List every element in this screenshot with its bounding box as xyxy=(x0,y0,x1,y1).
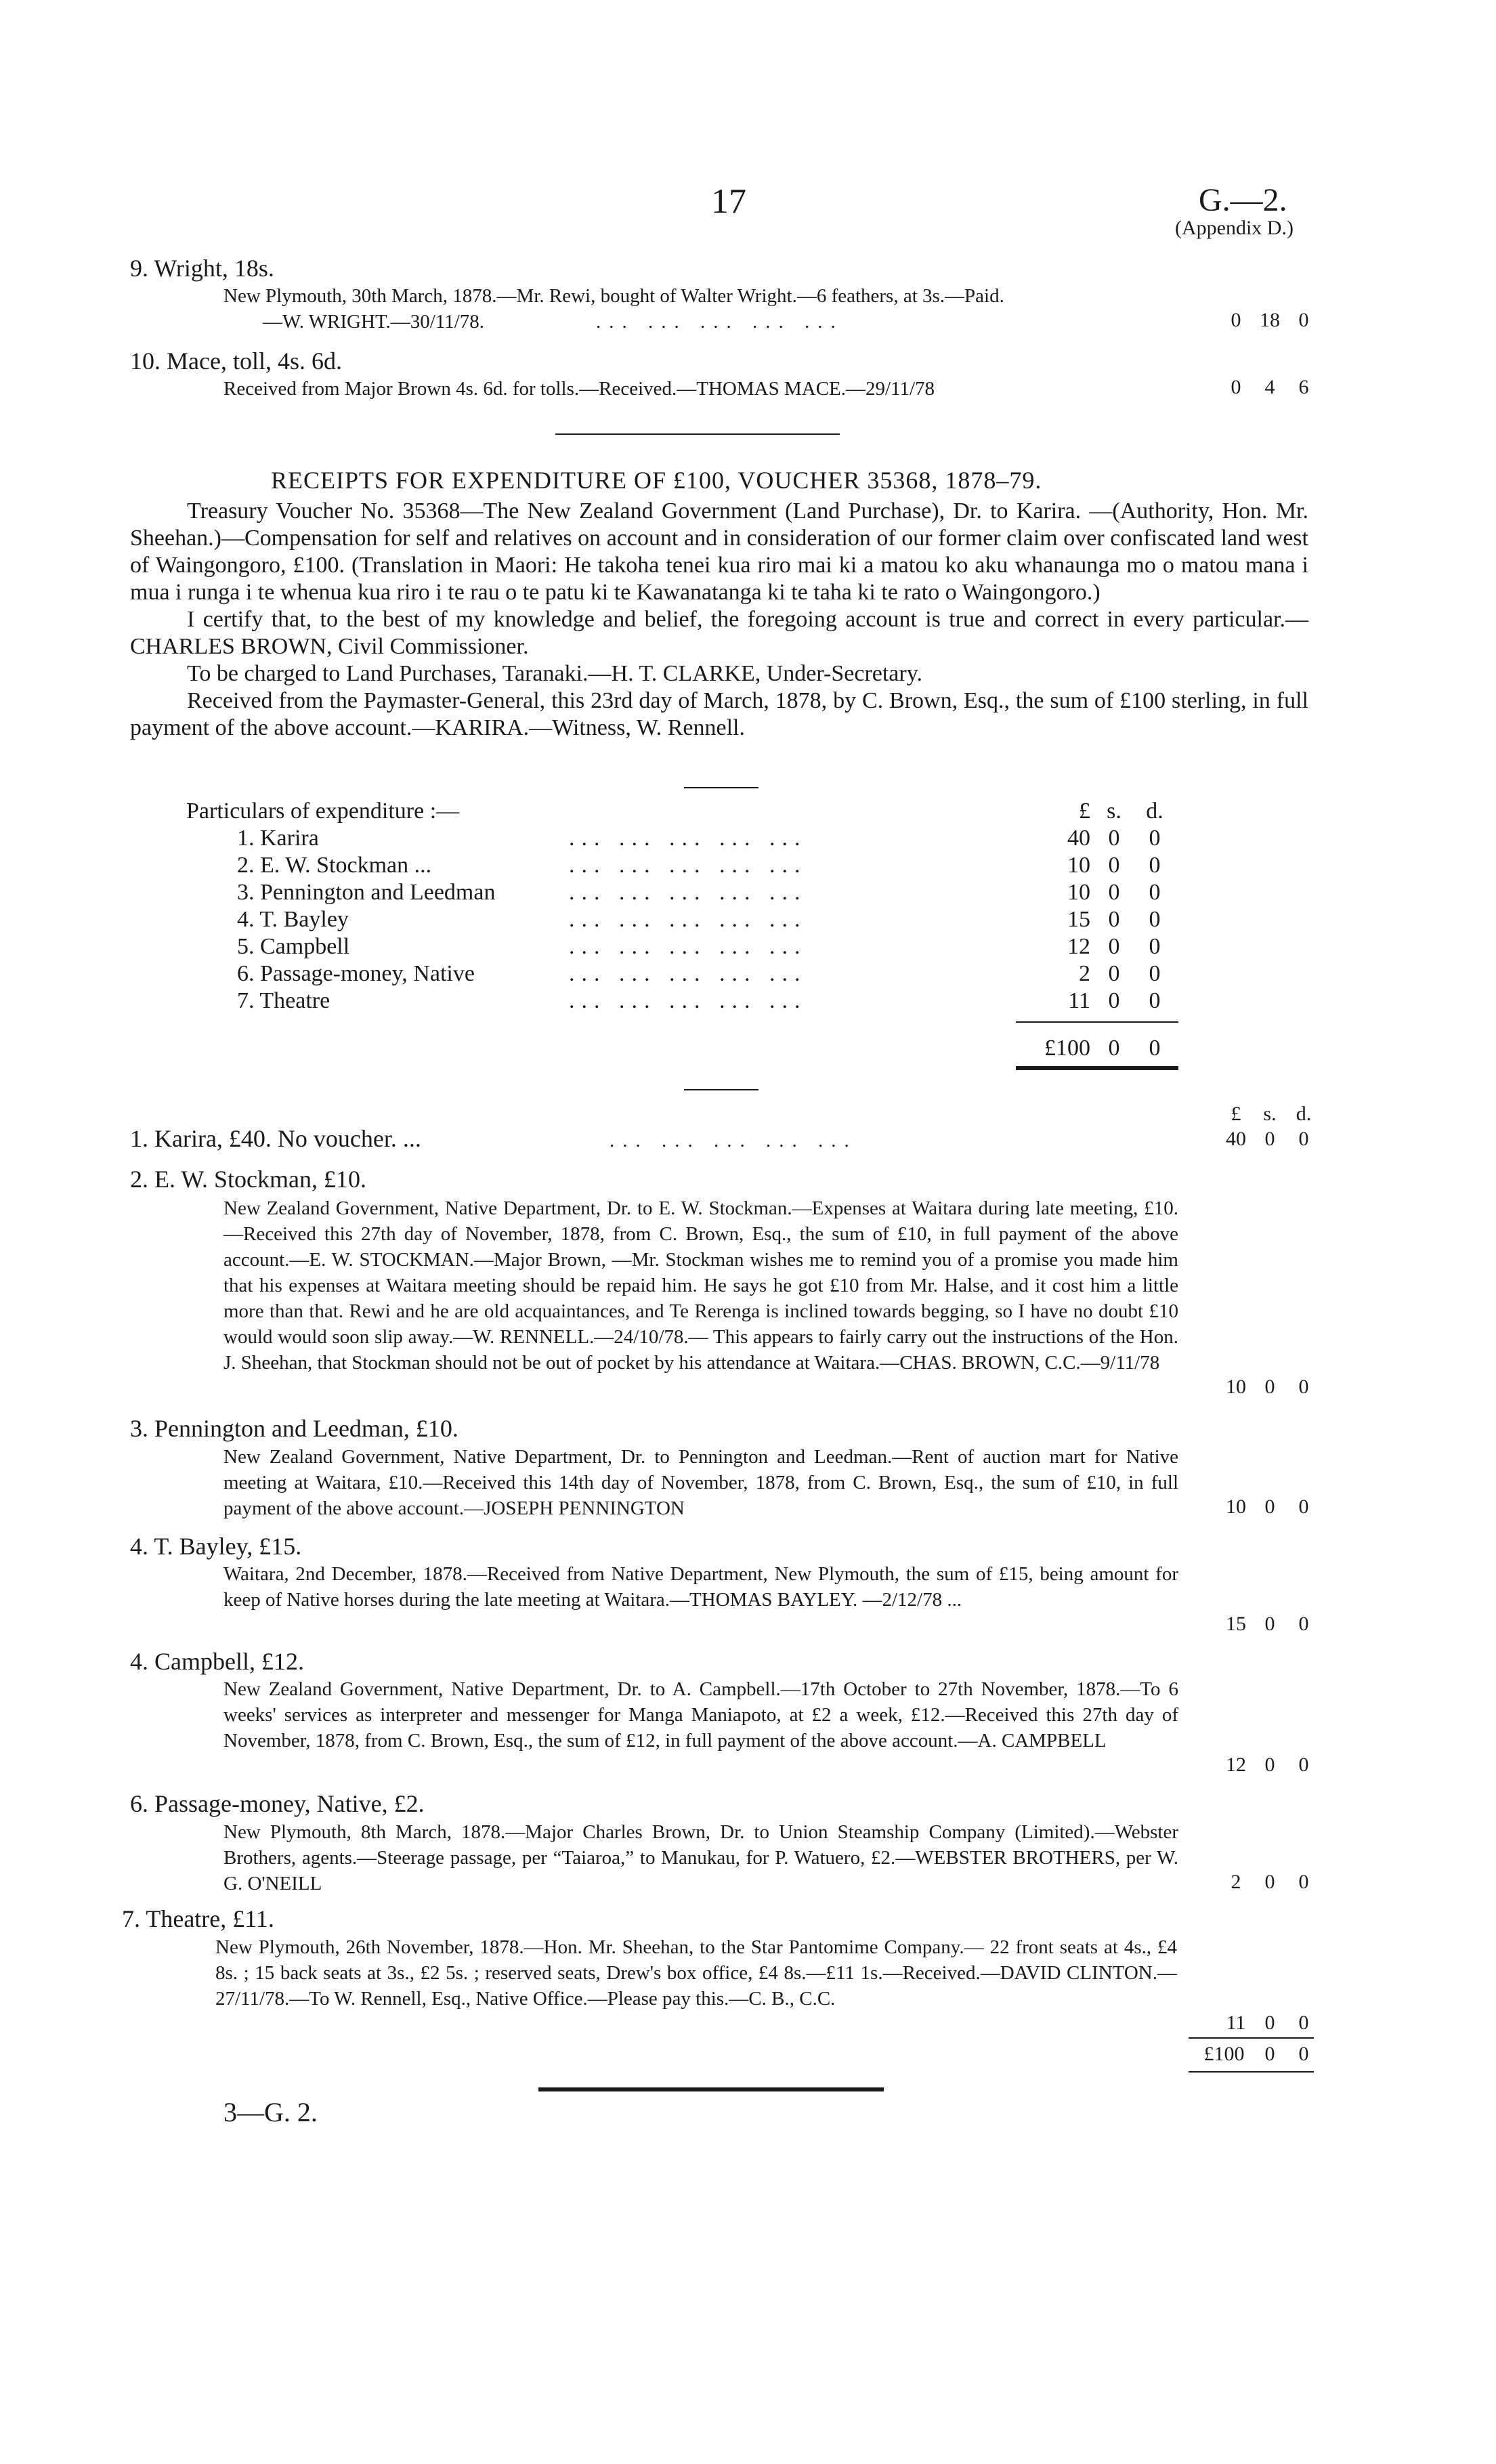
detail-body: New Zealand Government, Native Department, Dr. to Pennington and Leedman.—Rent of auction mart for Native meeting at Waitara, £10.—Received this 14th day of November, 1878, from C. Brown, Esq., the sum of £10, in full payment of the above account.—JOSEPH PENNINGTON xyxy=(223,1446,1178,1519)
amount-shillings: 18 xyxy=(1260,309,1280,331)
voucher-paragraph: I certify that, to the best of my knowledge and belief, the foregoing account is true and correct in every particular.—CHARLES BROWN, Civil Commissioner. xyxy=(130,607,1308,659)
total-rule xyxy=(1016,1021,1178,1023)
grand-total-rule xyxy=(1189,2071,1314,2073)
amount-pounds: 15 xyxy=(1226,1613,1246,1635)
column-pounds: £ xyxy=(1079,799,1090,824)
particular-shillings: 0 xyxy=(1108,826,1120,851)
particulars-row xyxy=(135,879,1219,906)
particular-shillings: 0 xyxy=(1108,853,1120,878)
particular-name: 1. Karira xyxy=(237,826,319,851)
amount-pounds: 0 xyxy=(1231,309,1241,331)
grand-total-rule xyxy=(1189,2037,1314,2039)
amount-pence: 0 xyxy=(1298,1754,1309,1776)
amount-pounds: 40 xyxy=(1226,1128,1246,1150)
particular-pounds: 11 xyxy=(1068,988,1090,1013)
appendix-label: (Appendix D.) xyxy=(1175,217,1294,239)
detail-body: Waitara, 2nd December, 1878.—Received from Native Department, New Plymouth, the sum of £15, being amount for keep of Native horses during the late meeting at Waitara.—THOMAS BAYLEY. —2/12/78 ... xyxy=(223,1563,1178,1611)
closing-rule xyxy=(538,2087,884,2091)
particular-name: 3. Pennington and Leedman xyxy=(237,880,496,905)
amount-pounds: 0 xyxy=(1231,376,1241,398)
detail-heading: 7. Theatre, £11. xyxy=(122,1905,274,1932)
amount-shillings: 0 xyxy=(1264,1128,1275,1150)
particulars-row xyxy=(135,906,1219,933)
amount-shillings: 0 xyxy=(1264,1754,1275,1776)
amount-pence: 0 xyxy=(1298,1613,1309,1635)
column-shillings: s. xyxy=(1107,799,1121,824)
particular-name: 7. Theatre xyxy=(237,988,330,1013)
amount-shillings: 0 xyxy=(1264,1871,1275,1893)
detail-heading: 2. E. W. Stockman, £10. xyxy=(130,1166,366,1193)
particular-shillings: 0 xyxy=(1108,961,1120,986)
leader-dots: ... ... ... ... ... xyxy=(569,826,807,851)
particular-name: 5. Campbell xyxy=(237,934,350,959)
particular-name: 4. T. Bayley xyxy=(237,907,349,932)
amount-pence: 0 xyxy=(1298,2012,1309,2034)
entry-text-line: Received from Major Brown 4s. 6d. for tolls.—Received.—THOMAS MACE.—29/11/78 xyxy=(223,378,935,400)
leader-dots: ... ... ... ... ... xyxy=(596,311,844,333)
detail-heading: 4. Campbell, £12. xyxy=(130,1648,304,1675)
particular-pounds: 12 xyxy=(1067,934,1090,959)
entry-text-line: New Plymouth, 30th March, 1878.—Mr. Rewi, bought of Walter Wright.—6 feathers, at 3s.—Paid. xyxy=(223,285,1004,307)
particular-pence: 0 xyxy=(1149,907,1161,932)
particulars-row xyxy=(135,852,1219,879)
amount-pence: 0 xyxy=(1298,1376,1309,1398)
grand-total-pence: 0 xyxy=(1298,2043,1309,2065)
divider xyxy=(684,1089,758,1090)
particular-pence: 0 xyxy=(1149,961,1161,986)
particular-pence: 0 xyxy=(1149,880,1161,905)
grand-total-pounds: £100 xyxy=(1203,2043,1245,2065)
entry-text-line: —W. WRIGHT.—30/11/78. xyxy=(263,311,485,333)
amount xyxy=(1212,1495,1321,1518)
particular-pounds: 2 xyxy=(1079,961,1090,986)
particular-shillings: 0 xyxy=(1108,988,1120,1013)
column-pence: d. xyxy=(1146,799,1163,824)
section-title: RECEIPTS FOR EXPENDITURE OF £100, VOUCHER 35368, 1878–79. xyxy=(271,467,1042,494)
particular-pounds: 10 xyxy=(1067,880,1090,905)
leader-dots: ... ... ... ... ... xyxy=(569,934,807,959)
divider xyxy=(555,433,840,435)
signature-mark: 3—G. 2. xyxy=(223,2097,318,2127)
leader-dots: ... ... ... ... ... xyxy=(610,1130,857,1151)
amount xyxy=(1212,2012,1321,2035)
document-reference: G.—2. xyxy=(1199,182,1287,218)
amount-shillings: 4 xyxy=(1264,376,1275,398)
amount-pounds: 2 xyxy=(1231,1871,1241,1893)
page-number: 17 xyxy=(711,182,746,221)
detail-body: New Zealand Government, Native Department, Dr. to A. Campbell.—17th October to 27th November, 1878.—To 6 weeks' services as interpreter and messenger for Manga Maniapoto, at £2 a week, £12.—Received this 27th day of November, 1878, from C. Brown, Esq., the sum of £12, in full payment of the above account.—A. CAMPBELL xyxy=(223,1678,1178,1751)
amount-pence: 0 xyxy=(1298,1495,1309,1518)
amount xyxy=(1212,309,1321,332)
grand-total-shillings: 0 xyxy=(1264,2043,1275,2065)
detail-column-header xyxy=(1212,1103,1321,1126)
voucher-text xyxy=(130,498,1308,742)
entry-heading: 10. Mace, toll, 4s. 6d. xyxy=(130,347,342,375)
grand-total xyxy=(1189,2043,1321,2066)
particular-name: 6. Passage-money, Native xyxy=(237,961,475,986)
leader-dots: ... ... ... ... ... xyxy=(569,880,807,905)
divider xyxy=(684,787,758,788)
entry-heading: 9. Wright, 18s. xyxy=(130,255,274,282)
total-pounds: £100 xyxy=(1044,1036,1090,1061)
total-double-rule xyxy=(1016,1066,1178,1070)
amount xyxy=(1212,1613,1321,1636)
particular-name: 2. E. W. Stockman ... xyxy=(237,853,432,878)
amount xyxy=(1212,376,1321,399)
total-pence: 0 xyxy=(1149,1036,1161,1061)
column-shillings: s. xyxy=(1263,1103,1277,1125)
amount-pence: 0 xyxy=(1298,1128,1309,1150)
detail-body: New Plymouth, 26th November, 1878.—Hon. Mr. Sheehan, to the Star Pantomime Company.— 22 front seats at 4s., £4 8s. ; 15 back seats at 3s., £2 5s. ; reserved seats, Drew's box office, £4 8s.—£11 1s.—Received.—DAVID CLINTON.—27/11/78.—To W. Rennell, Esq., Native Office.—Please pay this.—C. B., C.C. xyxy=(215,1936,1177,2010)
particulars-row xyxy=(135,960,1219,987)
detail-heading: 4. T. Bayley, £15. xyxy=(130,1533,302,1560)
amount-pounds: 10 xyxy=(1226,1376,1246,1398)
detail-body: New Plymouth, 8th March, 1878.—Major Charles Brown, Dr. to Union Steamship Company (Limited).—Webster Brothers, agents.—Steerage passage, per “Taiaroa,” to Manukau, for P. Watuero, £2.—WEBSTER BROTHERS, per W. G. O'NEILL xyxy=(223,1821,1178,1894)
detail-heading: 3. Pennington and Leedman, £10. xyxy=(130,1415,458,1442)
particulars-row xyxy=(135,933,1219,960)
amount-pence: 0 xyxy=(1298,1871,1309,1893)
column-pounds: £ xyxy=(1231,1103,1241,1125)
particular-pence: 0 xyxy=(1149,826,1161,851)
amount xyxy=(1212,1376,1321,1399)
column-pence: d. xyxy=(1296,1103,1312,1125)
particular-pounds: 40 xyxy=(1067,826,1090,851)
voucher-paragraph: Received from the Paymaster-General, this 23rd day of March, 1878, by C. Brown, Esq., the sum of £100 sterling, in full payment of the above account.—KARIRA.—Witness, W. Rennell. xyxy=(130,688,1308,740)
amount xyxy=(1212,1871,1321,1894)
voucher-paragraph: Treasury Voucher No. 35368—The New Zealand Government (Land Purchase), Dr. to Karira. —(Authority, Hon. Mr. Sheehan.)—Compensation for self and relatives on account and in consideration of our former claim over confiscated land west of Waingongoro, £100. (Translation in Maori: He takoha tenei kua riro mai ki a matou ko aku whanaunga mo o matou mana i mua i runga i te whenua kua riro i te rau o te patu ki te Kawanatanga ki te taha ki te rato o Waingongoro.) xyxy=(130,498,1308,605)
particular-shillings: 0 xyxy=(1108,880,1120,905)
detail-heading: 1. Karira, £40. No voucher. ... xyxy=(130,1125,421,1152)
amount xyxy=(1212,1754,1321,1777)
amount-shillings: 0 xyxy=(1264,1376,1275,1398)
particular-pence: 0 xyxy=(1149,934,1161,959)
amount-shillings: 0 xyxy=(1264,1613,1275,1635)
particular-pounds: 10 xyxy=(1067,853,1090,878)
amount-pounds: 11 xyxy=(1226,2012,1246,2034)
amount-shillings: 0 xyxy=(1264,1495,1275,1518)
particular-shillings: 0 xyxy=(1108,934,1120,959)
particulars-table xyxy=(135,798,1287,1082)
amount-shillings: 0 xyxy=(1264,2012,1275,2034)
detail-body: New Zealand Government, Native Department, Dr. to E. W. Stockman.—Expenses at Waitara during late meeting, £10.—Received this 27th day of November, 1878, from C. Brown, Esq., the sum of £10, in full payment of the above account.—E. W. STOCKMAN.—Major Brown, —Mr. Stockman wishes me to remind you of a promise you made him that his expenses at Waitara meeting should be repaid him. He says he got £10 from Mr. Halse, and it cost him a little more than that. Rewi and he are old acquaintances, and Te Rerenga is inclined towards begging, so I have no doubt £10 would would soon slip away.—W. RENNELL.—24/10/78.— This appears to fairly carry out the instructions of the Hon. J. Sheehan, that Stockman should not be out of pocket by his attendance at Waitara.—CHAS. BROWN, C.C.—9/11/78 xyxy=(223,1197,1178,1374)
leader-dots: ... ... ... ... ... xyxy=(569,988,807,1013)
detail-heading: 6. Passage-money, Native, £2. xyxy=(130,1790,425,1817)
leader-dots: ... ... ... ... ... xyxy=(569,853,807,878)
amount-pounds: 10 xyxy=(1226,1495,1246,1518)
particulars-total-row xyxy=(135,1035,1219,1062)
particular-shillings: 0 xyxy=(1108,907,1120,932)
particulars-title: Particulars of expenditure :— xyxy=(186,799,460,824)
particular-pence: 0 xyxy=(1149,853,1161,878)
particular-pence: 0 xyxy=(1149,988,1161,1013)
amount-pence: 0 xyxy=(1298,309,1309,331)
amount-pence: 6 xyxy=(1298,376,1309,398)
amount xyxy=(1212,1128,1321,1151)
leader-dots: ... ... ... ... ... xyxy=(569,907,807,932)
total-shillings: 0 xyxy=(1108,1036,1120,1061)
particulars-row xyxy=(135,987,1219,1015)
amount-pounds: 12 xyxy=(1226,1754,1246,1776)
particular-pounds: 15 xyxy=(1067,907,1090,932)
leader-dots: ... ... ... ... ... xyxy=(569,961,807,986)
voucher-paragraph: To be charged to Land Purchases, Taranaki.—H. T. CLARKE, Under-Secretary. xyxy=(187,661,923,686)
particulars-row xyxy=(135,825,1219,852)
